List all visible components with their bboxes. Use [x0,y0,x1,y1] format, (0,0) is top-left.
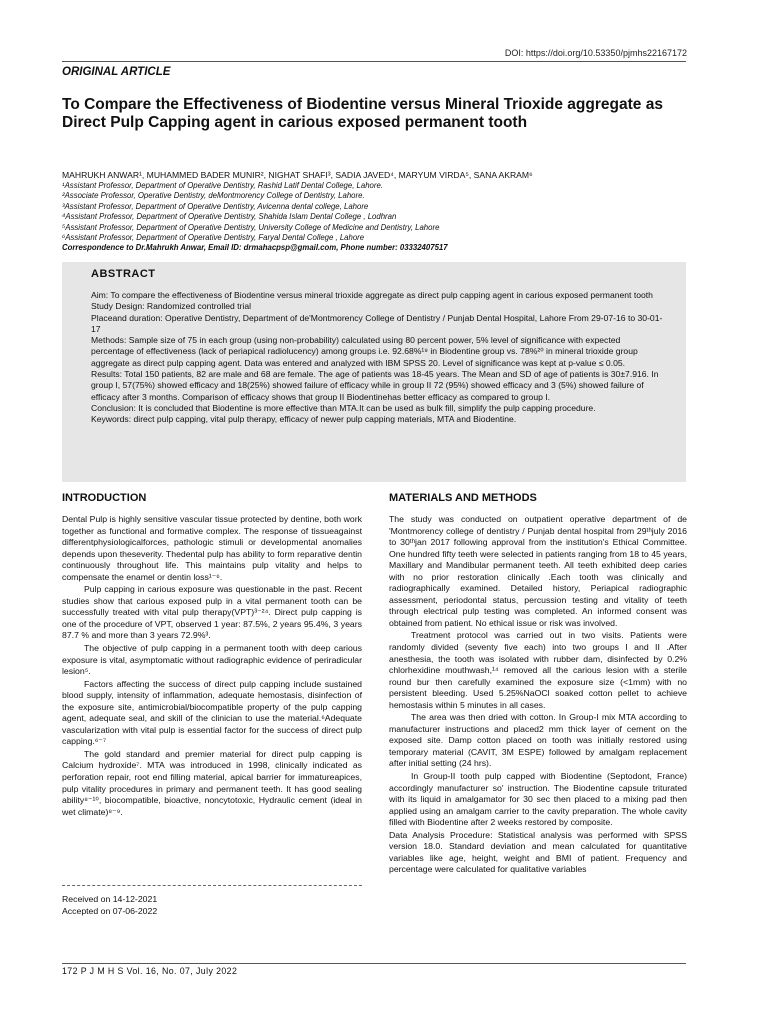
doi: DOI: https://doi.org/10.53350/pjmhs22167172 [504,48,687,58]
abstract-place: Placeand duration: Operative Dentistry, Department of de'Montmorency College of Dentistry / Punjab Dental Hospital, Lahore From 29-07-16 to 30-01-17 [91,312,663,334]
paragraph: The area was then dried with cotton. In Group-I mix MTA according to manufacturer instructions and placed2 mm thick layer of cement on the exposed site. Damp cotton placed on tooth was initially restored using temporary material (CAVIT, 3M ESPE) followed by amalgam replacement after initial setting (24 hrs). [389,712,687,769]
abstract-keywords: Keywords: direct pulp capping, vital pulp therapy, efficacy of newer pulp capping materials, MTA and Biodentine. [91,414,517,425]
abstract-aim: Aim: To compare the effectiveness of Biodentine versus mineral trioxide aggregate as direct pulp capping agent in carious exposed permanent tooth [91,290,653,300]
abstract-design: Study Design: Randomized controlled trial [91,301,252,312]
dates [62,894,157,917]
abstract-body [91,290,663,426]
abstract-methods: Methods: Sample size of 75 in each group (using non-probability) calculated using 80 percent power, 5% level of significance with expected percentage of effectiveness (lack of periapical radiolucency) among groups i.e. 92.68%¹⁹ in Biodentine group vs. 78%²⁰ in mineral trioxide group aggregate as direct pulp capping agent. Data was entered and analyzed with IBM SPSS 20. Level of significance was kept at p-value ≤ 0.05. [91,335,638,368]
paragraph: Pulp capping in carious exposure was questionable in the past. Recent studies show that carious exposed pulp in a vital permanent tooth can be successfully treated with vital pulp therapy(VPT)³⁻²⁴. Direct pulp capping is one of the procedure of VPT, observed 1 year: 87.5%, 2 years 95.4%, 3 years 87.7 % and more than 3 years 72.9%³. [62,584,362,641]
authors: MAHRUKH ANWAR¹, MUHAMMED BADER MUNIR², NIGHAT SHAFI³, SADIA JAVED⁴, MARYUM VIRDA⁵, SANA AKRAM⁶ [62,170,533,180]
abstract-heading: ABSTRACT [91,268,156,280]
footer-rule [62,963,686,964]
affiliation: ⁵Assistant Professor, Department of Operative Dentistry, University College of Medicine and Dentistry, Lahore [62,222,440,232]
paragraph: Treatment protocol was carried out in two visits. Patients were randomly divided (seventy five each) into two groups I and II .After anesthesia, the tooth was isolated with rubber dam, disinfected by 0.2% chlorhexidine mouthwash,¹⁴ removed all the carious lesion with a sterile round bur then carefully examined the exposure size (<1mm) with no persistent bleeding. Used 5.25%NaOCl soaked cotton pellet to achieve hemostasis within 5 minutes in all cases. [389,630,687,710]
header-rule [62,61,686,62]
received-date: Received on 14-12-2021 [62,894,158,904]
paragraph: Data Analysis Procedure: Statistical analysis was performed with SPSS version 18.0. Standard deviation and mean calculated for quantitative variables like age, height, weight and BMI of patient. Frequency and percentage were calculated for qualitative variables [389,829,687,875]
abstract-conclusion: Conclusion: It is concluded that Biodentine is more effective than MTA.It can be used as bulk fill, simplify the pulp capping procedure. [91,402,596,413]
affiliation: ²Associate Professor, Operative Dentistry, deMontmorency College of Dentistry, Lahore. [62,191,365,201]
paragraph: The study was conducted on outpatient operative department of de 'Montmorency college of dentistry / Punjab dental hospital from 29ᵗʰjuly 2016 to 30ᵗʰjan 2017 following approval from the institution's Ethical Committee. One hundred fifty teeth were selected in patients ranging from 18 to 45 years, Maxillary and Mandibular permanent teeth. All teeth exhibited deep caries with no prior restoration clinically .Each tooth was clinically and radiographically examined. Detailed history, Periapical radiographic assessment, periodontal status, percussion testing and vitality of teeth through electrical pulp testing was completed. An informed consent was obtained from patient. No ethical issue or risk was involved. [389,514,687,628]
abstract-results: Results: Total 150 patients, 82 are male and 68 are female. The age of patients was 18-45 years. The Mean and SD of age of patients is 30±7.916. In group I, 57(75%) showed efficacy and 18(25%) showed failure of efficacy while in group II 72 (95%) showed efficacy and 3 (5%) showed failure of efficacy after 3 months. Comparison of efficacy shows that group II Biodentinehas better efficacy as compared to group I. [91,369,659,402]
introduction-column [62,514,362,819]
materials-column [389,514,687,877]
affiliations [62,181,692,254]
paragraph: The objective of pulp capping in a permanent tooth with deep carious exposure is vital, asymptomatic without radiographic evidence of periradicular lesion⁵. [62,643,362,677]
paragraph: Dental Pulp is highly sensitive vascular tissue protected by dentine, both work together as functional and formative complex. The response of tissueagainst differentphysiologicalforces, pathologic stimuli or developmental anomalies depends upon theseverity. Thedental pulp has ability to form reparative dentin continuously throughout life. This maintains pulp vitality and helps to compensate the enamel or dentin loss¹⁻⁶. [62,514,362,582]
paragraph: The gold standard and premier material for direct pulp capping is Calcium hydroxide⁷. MTA was introduced in 1998, clinically indicated as perforation repair, root end filling material, apical barrier for immatureapices, pulp vitality procedures in primary and permanent teeth. It has good sealing ability⁸⁻¹⁰, biocompatible, bioactive, noncytotoxic, Hydraulic cement (ideal in wet climate)⁸⁻⁹. [62,748,362,817]
paragraph: Factors affecting the success of direct pulp capping include sustained blood supply, intensity of inflammation, adequate hemostasis, disinfection of the exposure site, antimicrobial/biocompatible property of the pulp capping agent, adequate seal, and skill of the clinician to use the material.⁶Adequate vascularization with vital pulp is essential factor for the success of direct pulp capping.⁶⁻⁷ [62,678,362,747]
paper-title: To Compare the Effectiveness of Biodentine versus Mineral Trioxide aggregate as Direct Pulp Capping agent in carious exposed permanent tooth [62,96,663,131]
introduction-heading: INTRODUCTION [62,492,147,504]
footnote-divider [62,885,362,886]
paragraph: In Group-II tooth pulp capped with Biodentine (Septodont, France) accordingly manufacturer so' instruction. The Biodentine capsule triturated with its liquid in amalgamator for 30 sec then placed to a mixing pad then applied using an amalgam carrier to the cavity preparation. The whole cavity filled with Biodentine after 2 weeks restored by composite. [389,771,687,828]
article-type: ORIGINAL ARTICLE [62,66,171,78]
affiliation: ⁶Assistant Professor, Department of Operative Dentistry, Faryal Dental College , Lahore [62,233,365,243]
accepted-date: Accepted on 07-06-2022 [62,905,158,916]
affiliation: ³Assistant Professor, Department of Operative Dentistry, Avicenna dental college, Lahore [62,201,369,211]
affiliation: ¹Assistant Professor, Department of Operative Dentistry, Rashid Latif Dental College, Lahore. [62,181,383,190]
affiliation: ⁴Assistant Professor, Department of Operative Dentistry, Shahida Islam Dental College , Lodhran [62,212,397,222]
correspondence: Correspondence to Dr.Mahrukh Anwar, Email ID: drmahacpsp@gmail.com, Phone number: 03332407517 [62,243,448,253]
page-footer: 172 P J M H S Vol. 16, No. 07, July 2022 [62,966,238,976]
materials-heading: MATERIALS AND METHODS [389,492,537,504]
